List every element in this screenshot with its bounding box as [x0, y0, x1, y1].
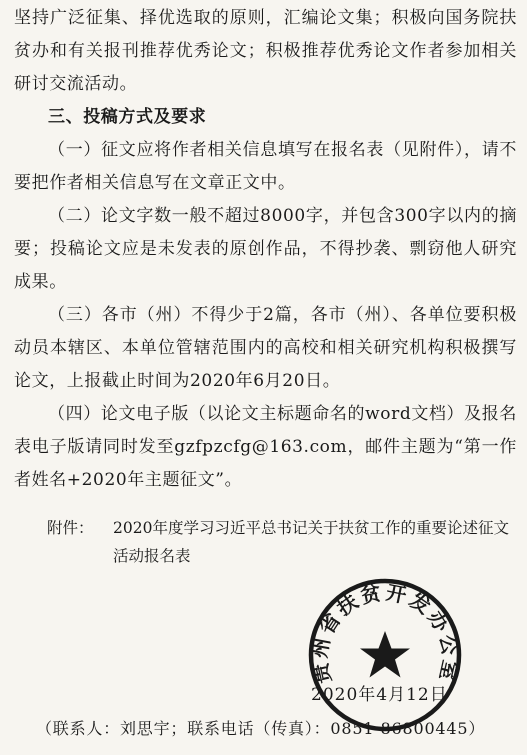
attachment-text: 2020年度学习习近平总书记关于扶贫工作的重要论述征文活动报名表	[113, 519, 509, 565]
requirement-2: （二）论文字数一般不超过8000字，并包含300字以内的摘要；投稿论文应是未发表的原创作品，不得抄袭、剽窃他人研究成果。	[14, 206, 517, 292]
seal-text: 贵州省扶贫开发办公室	[307, 580, 463, 686]
requirement-1: （一）征文应将作者相关信息填写在报名表（见附件），请不要把作者相关信息写在文章正文中。	[14, 140, 517, 193]
requirement-3: （三）各市（州）不得少于2篇，各市（州）、各单位要积极动员本辖区、本单位管辖范围内的高校和相关研究机构积极撰写论文，上报截止时间为2020年6月20日。	[14, 305, 517, 391]
paragraph-intro: 坚持广泛征集、择优选取的原则，汇编论文集；积极向国务院扶贫办和有关报刊推荐优秀论文；积极推荐优秀论文作者参加相关研讨交流活动。	[14, 8, 517, 94]
section-heading: 三、投稿方式及要求	[48, 107, 207, 127]
document-date: 2020年4月12日	[311, 685, 448, 705]
contact-info: （联系人：刘思宇；联系电话（传真）：0851-86800445）	[36, 719, 486, 738]
requirement-4: （四）论文电子版（以论文主标题命名的word文档）及报名表电子版请同时发至gzfpzcfg@163.com，邮件主题为“第一作者姓名+2020年主题征文”。	[14, 404, 517, 490]
attachment-label: 附件：	[47, 519, 94, 537]
attachment-note	[47, 514, 517, 570]
official-seal-icon	[305, 575, 465, 735]
